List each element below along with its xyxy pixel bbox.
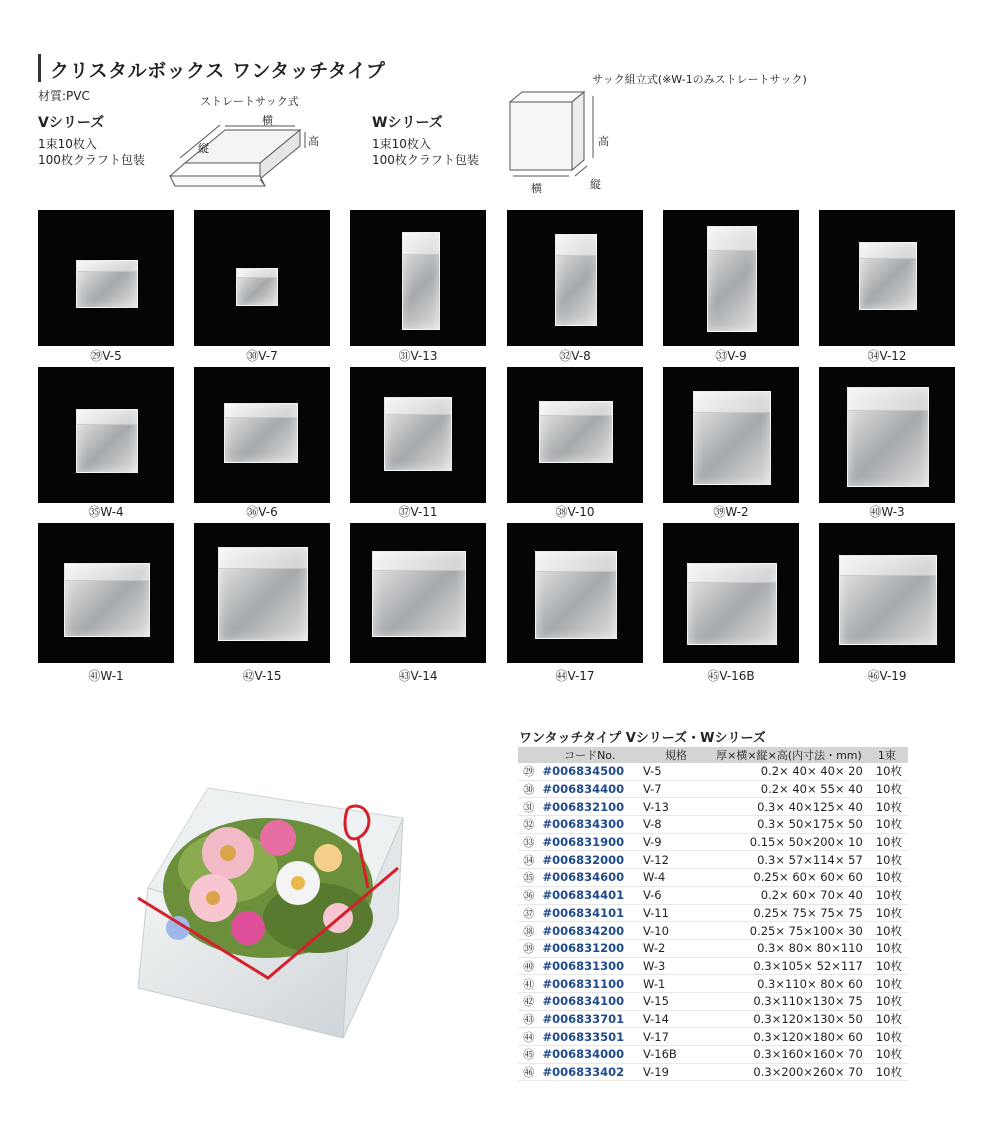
clear-box-image bbox=[693, 391, 771, 485]
pack-quantity: 10枚 bbox=[866, 1063, 908, 1081]
spec-name: W-1 bbox=[640, 975, 712, 993]
product-caption: ㊳V-10 bbox=[555, 505, 595, 519]
clear-box-image bbox=[76, 260, 138, 308]
product-caption: ㊶W-1 bbox=[88, 669, 124, 683]
box-lid-shading bbox=[373, 552, 465, 571]
clear-box-image bbox=[76, 409, 138, 473]
spec-name: W-4 bbox=[640, 869, 712, 887]
v-series-title: Vシリーズ bbox=[38, 115, 105, 131]
spec-name: V-14 bbox=[640, 1010, 712, 1028]
clear-box-image bbox=[535, 551, 617, 639]
dimensions: 0.3×160×160× 70 bbox=[712, 1046, 866, 1064]
product-photo bbox=[350, 367, 486, 503]
pack-quantity: 10枚 bbox=[866, 851, 908, 869]
clear-box-image bbox=[707, 226, 757, 332]
title-accent-bar bbox=[38, 54, 41, 82]
table-row bbox=[518, 798, 908, 816]
box-lid-shading bbox=[237, 269, 277, 278]
product-code: #006832100 bbox=[539, 798, 639, 816]
product-caption: ㉞V-12 bbox=[867, 349, 907, 363]
product-code: #006834401 bbox=[539, 886, 639, 904]
table-row bbox=[518, 922, 908, 940]
table-row bbox=[518, 833, 908, 851]
clear-box-image bbox=[218, 547, 308, 641]
dimensions: 0.3×120×180× 60 bbox=[712, 1028, 866, 1046]
pack-quantity: 10枚 bbox=[866, 886, 908, 904]
pack-quantity: 10枚 bbox=[866, 1046, 908, 1064]
table-row bbox=[518, 904, 908, 922]
header-dims: 厚×横×縦×高(内寸法・mm) bbox=[712, 747, 866, 763]
dimensions: 0.3× 57×114× 57 bbox=[712, 851, 866, 869]
v-series-pack-line2: 100枚クラフト包装 bbox=[38, 153, 145, 167]
dimensions: 0.3× 80× 80×110 bbox=[712, 939, 866, 957]
product-photo bbox=[194, 210, 330, 346]
product-code: #006834200 bbox=[539, 922, 639, 940]
row-number: ㊴ bbox=[518, 939, 539, 957]
clear-box-image bbox=[539, 401, 613, 463]
product-photo bbox=[507, 367, 643, 503]
dimensions: 0.15× 50×200× 10 bbox=[712, 833, 866, 851]
product-photo bbox=[507, 210, 643, 346]
pack-quantity: 10枚 bbox=[866, 957, 908, 975]
box-lid-shading bbox=[403, 233, 439, 255]
product-code: #006834600 bbox=[539, 869, 639, 887]
spec-table-header-row bbox=[518, 747, 908, 763]
product-code: #006831300 bbox=[539, 957, 639, 975]
row-number: ㊸ bbox=[518, 1010, 539, 1028]
v-diagram-depth-label: 縦 bbox=[198, 142, 209, 155]
pack-quantity: 10枚 bbox=[866, 763, 908, 780]
spec-name: V-10 bbox=[640, 922, 712, 940]
product-caption: ㊻V-19 bbox=[867, 669, 907, 683]
product-code: #006831900 bbox=[539, 833, 639, 851]
product-photo bbox=[38, 367, 174, 503]
dimensions: 0.3×110× 80× 60 bbox=[712, 975, 866, 993]
box-lid-shading bbox=[688, 564, 776, 583]
spec-name: V-11 bbox=[640, 904, 712, 922]
product-code: #006831100 bbox=[539, 975, 639, 993]
row-number: ㉟ bbox=[518, 869, 539, 887]
box-lid-shading bbox=[860, 243, 916, 259]
product-code: #006834400 bbox=[539, 780, 639, 798]
box-lid-shading bbox=[385, 398, 451, 415]
clear-box-image bbox=[859, 242, 917, 310]
dimensions: 0.2× 40× 55× 40 bbox=[712, 780, 866, 798]
box-lid-shading bbox=[77, 410, 137, 425]
clear-box-image bbox=[236, 268, 278, 306]
v-series-pack-line1: 1束10枚入 bbox=[38, 137, 97, 151]
row-number: ㊲ bbox=[518, 904, 539, 922]
spec-name: V-9 bbox=[640, 833, 712, 851]
table-row bbox=[518, 780, 908, 798]
row-number: ㊵ bbox=[518, 957, 539, 975]
row-number: ㊷ bbox=[518, 992, 539, 1010]
product-photo bbox=[194, 523, 330, 663]
product-caption: ㉚V-7 bbox=[246, 349, 278, 363]
spec-name: V-12 bbox=[640, 851, 712, 869]
row-number: ㊱ bbox=[518, 886, 539, 904]
spec-name: W-2 bbox=[640, 939, 712, 957]
dimensions: 0.3×120×130× 50 bbox=[712, 1010, 866, 1028]
dimensions: 0.3× 40×125× 40 bbox=[712, 798, 866, 816]
box-lid-shading bbox=[219, 548, 307, 569]
product-photo bbox=[819, 367, 955, 503]
table-row bbox=[518, 1028, 908, 1046]
flower-gift-box-photo bbox=[118, 778, 410, 1048]
dimensions: 0.3×200×260× 70 bbox=[712, 1063, 866, 1081]
spec-name: V-5 bbox=[640, 763, 712, 780]
product-code: #006834500 bbox=[539, 763, 639, 780]
product-caption: ㉟W-4 bbox=[88, 505, 124, 519]
product-photo bbox=[507, 523, 643, 663]
clear-box-image bbox=[847, 387, 929, 487]
product-caption: ㉙V-5 bbox=[90, 349, 122, 363]
pack-quantity: 10枚 bbox=[866, 975, 908, 993]
row-number: ㉜ bbox=[518, 816, 539, 834]
product-photo bbox=[350, 210, 486, 346]
sack-assembly-diagram bbox=[505, 88, 605, 188]
w-series-title: Wシリーズ bbox=[372, 115, 443, 131]
pack-quantity: 10枚 bbox=[866, 922, 908, 940]
product-code: #006833701 bbox=[539, 1010, 639, 1028]
pack-quantity: 10枚 bbox=[866, 1010, 908, 1028]
dimensions: 0.3× 50×175× 50 bbox=[712, 816, 866, 834]
spec-name: V-6 bbox=[640, 886, 712, 904]
table-row bbox=[518, 975, 908, 993]
product-caption: ㉜V-8 bbox=[559, 349, 591, 363]
dimensions: 0.2× 60× 70× 40 bbox=[712, 886, 866, 904]
product-caption: ㊸V-14 bbox=[398, 669, 438, 683]
row-number: ㊺ bbox=[518, 1046, 539, 1064]
product-caption: ㊴W-2 bbox=[713, 505, 749, 519]
row-number: ㊳ bbox=[518, 922, 539, 940]
product-photo bbox=[663, 523, 799, 663]
spec-name: V-16B bbox=[640, 1046, 712, 1064]
box-lid-shading bbox=[556, 235, 596, 256]
product-code: #006832000 bbox=[539, 851, 639, 869]
product-code: #006831200 bbox=[539, 939, 639, 957]
product-caption: ㊹V-17 bbox=[555, 669, 595, 683]
table-row bbox=[518, 851, 908, 869]
row-number: ㉚ bbox=[518, 780, 539, 798]
product-photo bbox=[194, 367, 330, 503]
table-row bbox=[518, 957, 908, 975]
product-photo bbox=[819, 523, 955, 663]
product-caption: ㉛V-13 bbox=[398, 349, 438, 363]
row-number: ㉝ bbox=[518, 833, 539, 851]
row-number: ㊻ bbox=[518, 1063, 539, 1081]
product-caption: ㊲V-11 bbox=[398, 505, 438, 519]
spec-name: V-7 bbox=[640, 780, 712, 798]
straight-sack-diagram bbox=[165, 108, 325, 198]
pack-quantity: 10枚 bbox=[866, 798, 908, 816]
product-caption: ㊱V-6 bbox=[246, 505, 278, 519]
dimensions: 0.25× 75× 75× 75 bbox=[712, 904, 866, 922]
row-number: ㊶ bbox=[518, 975, 539, 993]
table-row bbox=[518, 869, 908, 887]
clear-box-image bbox=[64, 563, 150, 637]
pack-quantity: 10枚 bbox=[866, 939, 908, 957]
pack-quantity: 10枚 bbox=[866, 1028, 908, 1046]
product-photo bbox=[663, 210, 799, 346]
product-photo bbox=[663, 367, 799, 503]
dimensions: 0.3×105× 52×117 bbox=[712, 957, 866, 975]
header-spec: 規格 bbox=[640, 747, 712, 763]
product-code: #006834101 bbox=[539, 904, 639, 922]
box-lid-shading bbox=[225, 404, 297, 418]
product-code: #006834100 bbox=[539, 992, 639, 1010]
table-row bbox=[518, 1010, 908, 1028]
dimensions: 0.25× 75×100× 30 bbox=[712, 922, 866, 940]
box-lid-shading bbox=[77, 261, 137, 272]
box-lid-shading bbox=[540, 402, 612, 416]
product-caption: ㊺V-16B bbox=[707, 669, 755, 683]
pack-quantity: 10枚 bbox=[866, 869, 908, 887]
spec-table-title: ワンタッチタイプ Vシリーズ・Wシリーズ bbox=[519, 731, 766, 746]
spec-name: W-3 bbox=[640, 957, 712, 975]
spec-name: V-15 bbox=[640, 992, 712, 1010]
v-diagram-height-label: 高 bbox=[308, 135, 319, 148]
clear-box-image bbox=[555, 234, 597, 326]
dimensions: 0.25× 60× 60× 60 bbox=[712, 869, 866, 887]
w-diagram-depth-label: 縦 bbox=[590, 178, 601, 191]
row-number: ㉛ bbox=[518, 798, 539, 816]
spec-name: V-17 bbox=[640, 1028, 712, 1046]
product-photo bbox=[350, 523, 486, 663]
w-series-pack-line1: 1束10枚入 bbox=[372, 137, 431, 151]
product-code: #006833402 bbox=[539, 1063, 639, 1081]
v-diagram-title: ストレートサック式 bbox=[200, 95, 299, 108]
product-code: #006834000 bbox=[539, 1046, 639, 1064]
header-code: コードNo. bbox=[539, 747, 639, 763]
w-series-pack-line2: 100枚クラフト包装 bbox=[372, 153, 479, 167]
table-row bbox=[518, 763, 908, 780]
table-row bbox=[518, 1046, 908, 1064]
spec-name: V-13 bbox=[640, 798, 712, 816]
page-title: クリスタルボックス ワンタッチタイプ bbox=[50, 60, 386, 82]
clear-box-image bbox=[687, 563, 777, 645]
box-lid-shading bbox=[848, 388, 928, 411]
product-caption: ㊷V-15 bbox=[242, 669, 282, 683]
table-row bbox=[518, 816, 908, 834]
pack-quantity: 10枚 bbox=[866, 992, 908, 1010]
product-photo bbox=[819, 210, 955, 346]
pack-quantity: 10枚 bbox=[866, 833, 908, 851]
box-lid-shading bbox=[536, 552, 616, 572]
dimensions: 0.2× 40× 40× 20 bbox=[712, 763, 866, 780]
product-code: #006833501 bbox=[539, 1028, 639, 1046]
spec-name: V-19 bbox=[640, 1063, 712, 1081]
table-row bbox=[518, 886, 908, 904]
row-number: ㉞ bbox=[518, 851, 539, 869]
spec-table bbox=[518, 747, 908, 1081]
w-diagram-width-label: 横 bbox=[531, 182, 542, 195]
material-label: 材質:PVC bbox=[38, 89, 90, 103]
box-lid-shading bbox=[694, 392, 770, 413]
v-diagram-width-label: 横 bbox=[262, 114, 273, 127]
header-num bbox=[518, 747, 539, 763]
w-diagram-height-label: 高 bbox=[598, 135, 609, 148]
product-code: #006834300 bbox=[539, 816, 639, 834]
product-photo bbox=[38, 523, 174, 663]
box-lid-shading bbox=[840, 556, 936, 576]
table-row bbox=[518, 992, 908, 1010]
clear-box-image bbox=[224, 403, 298, 463]
dimensions: 0.3×110×130× 75 bbox=[712, 992, 866, 1010]
table-row bbox=[518, 1063, 908, 1081]
pack-quantity: 10枚 bbox=[866, 816, 908, 834]
box-lid-shading bbox=[708, 227, 756, 251]
row-number: ㊹ bbox=[518, 1028, 539, 1046]
product-photo bbox=[38, 210, 174, 346]
box-lid-shading bbox=[65, 564, 149, 581]
product-caption: ㉝V-9 bbox=[715, 349, 747, 363]
w-diagram-title: サック組立式(※W-1のみストレートサック) bbox=[592, 73, 807, 86]
clear-box-image bbox=[384, 397, 452, 471]
spec-name: V-8 bbox=[640, 816, 712, 834]
table-row bbox=[518, 939, 908, 957]
pack-quantity: 10枚 bbox=[866, 780, 908, 798]
pack-quantity: 10枚 bbox=[866, 904, 908, 922]
header-pack: 1束 bbox=[866, 747, 908, 763]
clear-box-image bbox=[402, 232, 440, 330]
clear-box-image bbox=[839, 555, 937, 645]
clear-box-image bbox=[372, 551, 466, 637]
product-caption: ㊵W-3 bbox=[869, 505, 905, 519]
row-number: ㉙ bbox=[518, 763, 539, 780]
